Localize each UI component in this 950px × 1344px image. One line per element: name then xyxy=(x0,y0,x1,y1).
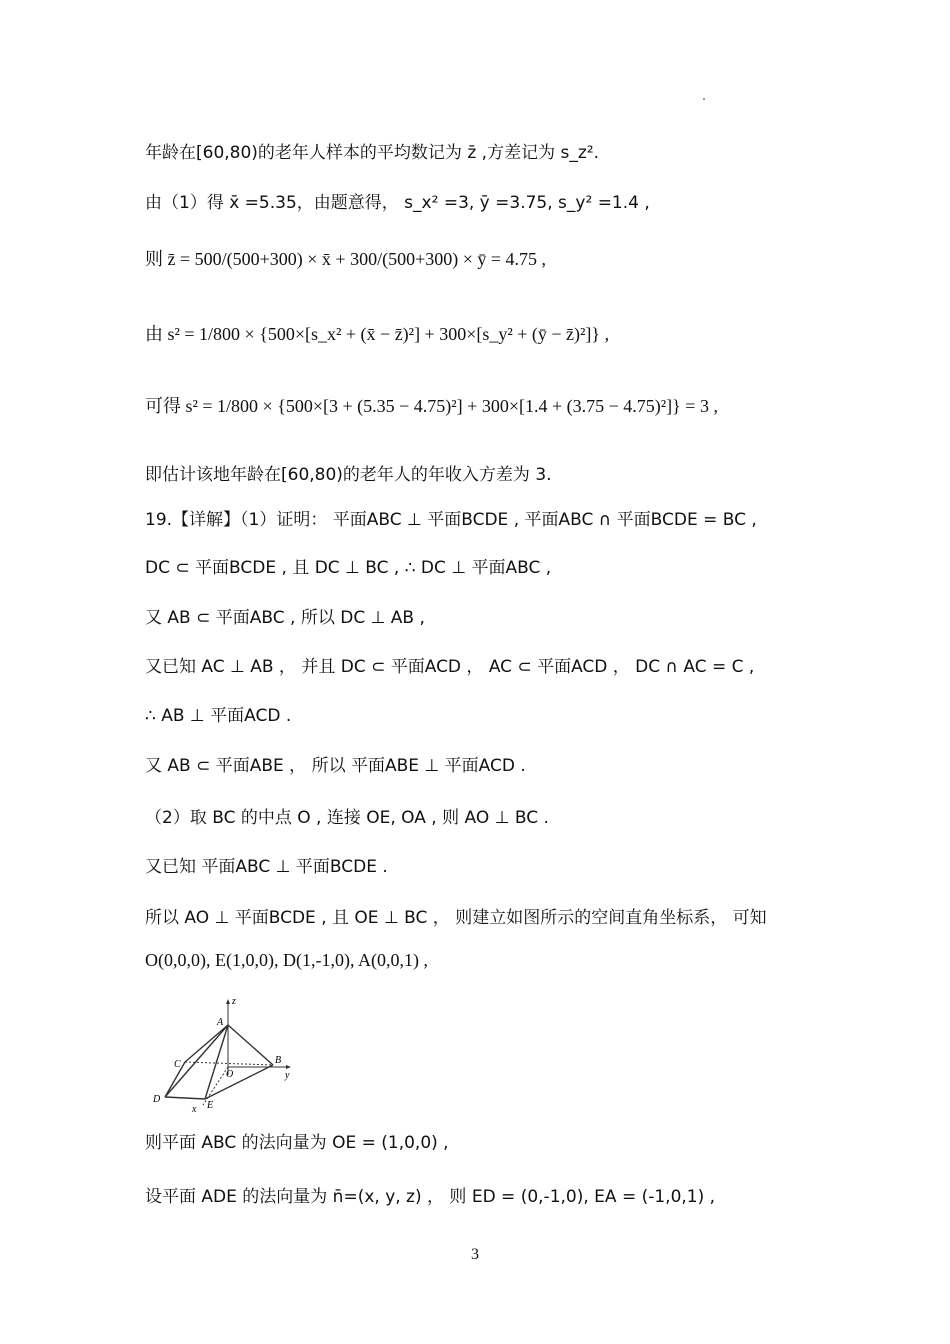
edge-DE xyxy=(165,1097,205,1099)
text-line-8: DC ⊂ 平面BCDE , 且 DC ⊥ BC , ∴ DC ⊥ 平面ABC , xyxy=(145,558,552,578)
formula-z-bar: 则 z̄ = 500/(500+300) × x̄ + 300/(500+300) × ȳ = 4.75 , xyxy=(145,249,547,269)
coordinates-line: O(0,0,0), E(1,0,0), D(1,-1,0), A(0,0,1) , xyxy=(145,950,428,970)
formula-s-squared: 由 s² = 1/800 × {500×[s_x² + (x̄ − z̄)²] + 300×[s_y² + (ȳ − z̄)²]} , xyxy=(145,324,610,344)
y-axis-arrow xyxy=(286,1065,291,1069)
page-speck xyxy=(703,98,705,100)
label-B: B xyxy=(275,1055,282,1066)
text-line-1: 年龄在[60,80)的老年人样本的平均数记为 z̄ ,方差记为 s_z². xyxy=(145,143,599,163)
edge-AE xyxy=(205,1025,228,1099)
text-line-7: 19.【详解】（1）证明： 平面ABC ⊥ 平面BCDE , 平面ABC ∩ 平面BCDE = BC , xyxy=(145,510,757,530)
edge-CB xyxy=(185,1062,273,1065)
text-line-13: （2）取 BC 的中点 O , 连接 OE, OA , 则 AO ⊥ BC . xyxy=(145,808,549,828)
text-line-18: 设平面 ADE 的法向量为 n̄=(x, y, z) ， 则 ED = (0,-1,0), EA = (-1,0,1) , xyxy=(145,1187,716,1207)
text-line-15: 所以 AO ⊥ 平面BCDE , 且 OE ⊥ BC ， 则建立如图所示的空间直角坐标系， 可知 xyxy=(145,908,767,928)
text-line-10: 又已知 AC ⊥ AB ， 并且 DC ⊂ 平面ACD ， AC ⊂ 平面ACD ， DC ∩ AC = C , xyxy=(145,657,755,677)
label-y: y xyxy=(285,1070,290,1081)
text-line-9: 又 AB ⊂ 平面ABC , 所以 DC ⊥ AB , xyxy=(145,608,425,628)
label-z: z xyxy=(232,996,236,1007)
text-line-6: 即估计该地年龄在[60,80)的老年人的年收入方差为 3. xyxy=(145,465,552,485)
text-line-12: 又 AB ⊂ 平面ABE ， 所以 平面ABE ⊥ 平面ACD . xyxy=(145,756,526,776)
coordinate-figure xyxy=(145,995,305,1115)
label-x: x xyxy=(192,1104,197,1115)
text-line-14: 又已知 平面ABC ⊥ 平面BCDE . xyxy=(145,857,388,877)
text-line-11: ∴ AB ⊥ 平面ACD . xyxy=(145,706,292,726)
page-number: 3 xyxy=(471,1246,479,1263)
label-O: O xyxy=(226,1069,234,1080)
figure-svg xyxy=(145,995,305,1115)
text-line-17: 则平面 ABC 的法向量为 OE = (1,0,0) , xyxy=(145,1133,449,1153)
label-A: A xyxy=(217,1017,224,1028)
text-line-2: 由（1）得 x̄ =5.35，由题意得， s_x² =3, ȳ =3.75, s_y² =1.4 , xyxy=(145,193,650,213)
edge-AB xyxy=(228,1025,273,1065)
z-axis-arrow xyxy=(226,999,230,1004)
label-D: D xyxy=(153,1094,161,1105)
label-E: E xyxy=(207,1100,214,1111)
edge-EB xyxy=(205,1065,273,1099)
label-C: C xyxy=(174,1059,181,1070)
formula-s-squared-result: 可得 s² = 1/800 × {500×[3 + (5.35 − 4.75)²] + 300×[1.4 + (3.75 − 4.75)²]} = 3 , xyxy=(145,396,718,416)
